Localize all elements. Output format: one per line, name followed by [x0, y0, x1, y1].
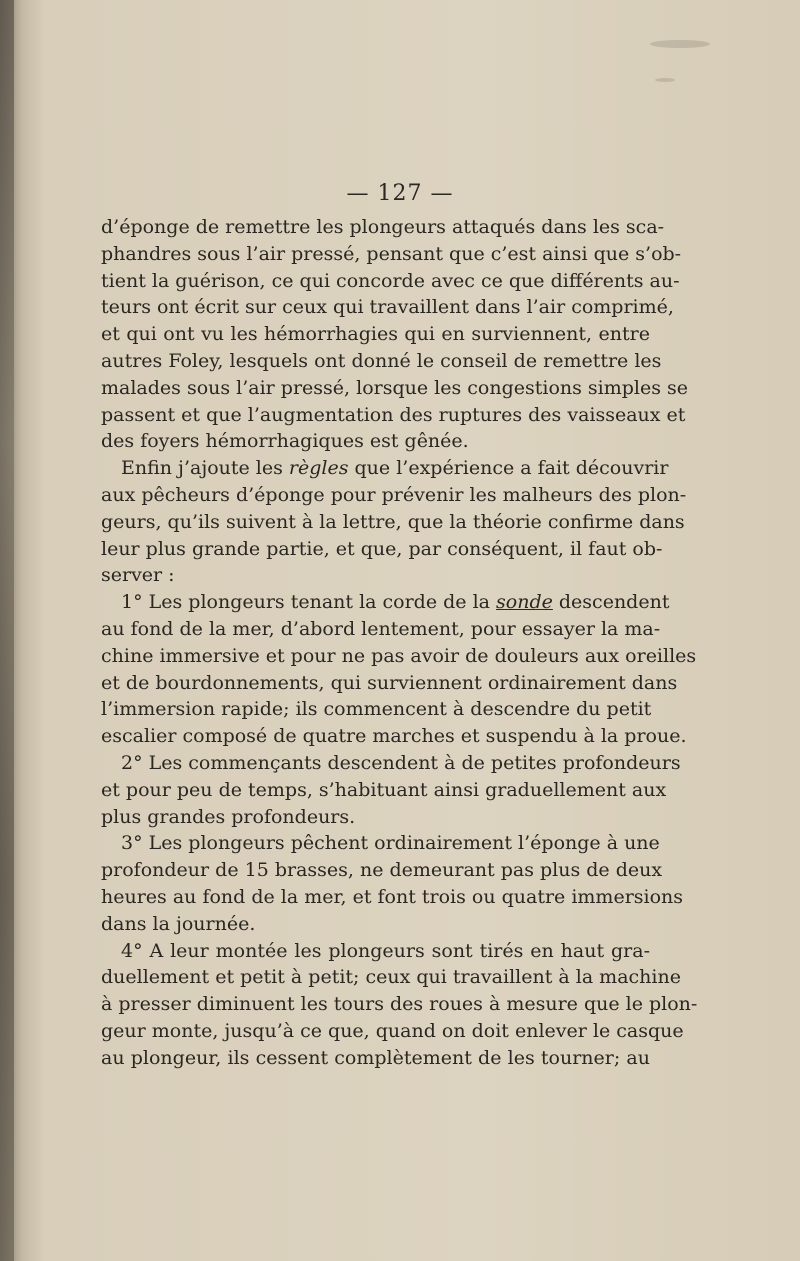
text-fragment: que l’expérience a fait découvrir [348, 457, 669, 480]
text-line: geur monte, jusqu’à ce que, quand on doit enlever le casque [101, 1019, 684, 1042]
list-item-3: 3° Les plongeurs pêchent ordinairement l’éponge à une [121, 832, 660, 855]
text-fragment: Enfin j’ajoute les [121, 457, 289, 480]
list-item-2: 2° Les commençants descendent à de petites profondeurs [121, 751, 681, 774]
text-line: heures au fond de la mer, et font trois ou quatre immersions [101, 885, 684, 908]
text-fragment: descendent [552, 591, 670, 614]
emphasis-regles: règles [288, 457, 349, 480]
text-line: phandres sous l’air pressé, pensant que c’est ainsi que s’ob- [101, 242, 682, 265]
text-line: geurs, qu’ils suivent à la lettre, que la théorie confirme dans [101, 510, 685, 533]
text-line: chine immersive et pour ne pas avoir de douleurs aux oreilles [101, 644, 697, 667]
text-line: et de bourdonnements, qui surviennent ordinairement dans [101, 671, 678, 694]
text-line: et qui ont vu les hémorrhagies qui en surviennent, entre [101, 323, 650, 346]
page-body-text [101, 214, 698, 1072]
emphasis-sonde: sonde [496, 591, 553, 614]
text-line: passent et que l’augmentation des ruptures des vaisseaux et [101, 403, 686, 426]
paper-stain [650, 40, 710, 48]
text-line: et pour peu de temps, s’habituant ainsi graduellement aux [101, 778, 667, 801]
text-line: malades sous l’air pressé, lorsque les congestions simples se [101, 376, 689, 399]
text-line [101, 455, 669, 482]
text-line: à presser diminuent les tours des roues à mesure que le plon- [101, 993, 698, 1016]
text-line: duellement et petit à petit; ceux qui travaillent à la machine [101, 966, 681, 989]
text-line: d’éponge de remettre les plongeurs attaqués dans les sca- [101, 216, 665, 238]
text-line: au plongeur, ils cessent complètement de les tourner; au [101, 1046, 650, 1069]
text-line: dans la journée. [101, 912, 256, 935]
text-line: escalier composé de quatre marches et suspendu à la proue. [101, 725, 687, 748]
text-line: plus grandes profondeurs. [101, 805, 356, 828]
text-line: teurs ont écrit sur ceux qui travaillent dans l’air comprimé, [101, 296, 674, 319]
text-line: tient la guérison, ce qui concorde avec ce que différents au- [101, 269, 680, 292]
list-item-1 [101, 589, 670, 616]
text-line: profondeur de 15 brasses, ne demeurant pas plus de deux [101, 859, 663, 882]
list-item-4: 4° A leur montée les plongeurs sont tirés en haut gra- [121, 939, 650, 962]
text-line: l’immersion rapide; ils commencent à descendre du petit [101, 698, 652, 721]
text-line: server : [101, 564, 175, 587]
text-line: au fond de la mer, d’abord lentement, pour essayer la ma- [101, 617, 661, 640]
text-line: autres Foley, lesquels ont donné le conseil de remettre les [101, 349, 662, 372]
text-fragment: 1° Les plongeurs tenant la corde de la [121, 591, 497, 614]
paper-stain [655, 78, 675, 82]
text-line: des foyers hémorrhagiques est gênée. [101, 430, 469, 453]
page-number: — 127 — [346, 181, 454, 206]
text-line: leur plus grande partie, et que, par conséquent, il faut ob- [101, 537, 663, 560]
text-line: aux pêcheurs d’éponge pour prévenir les malheurs des plon- [101, 483, 687, 506]
